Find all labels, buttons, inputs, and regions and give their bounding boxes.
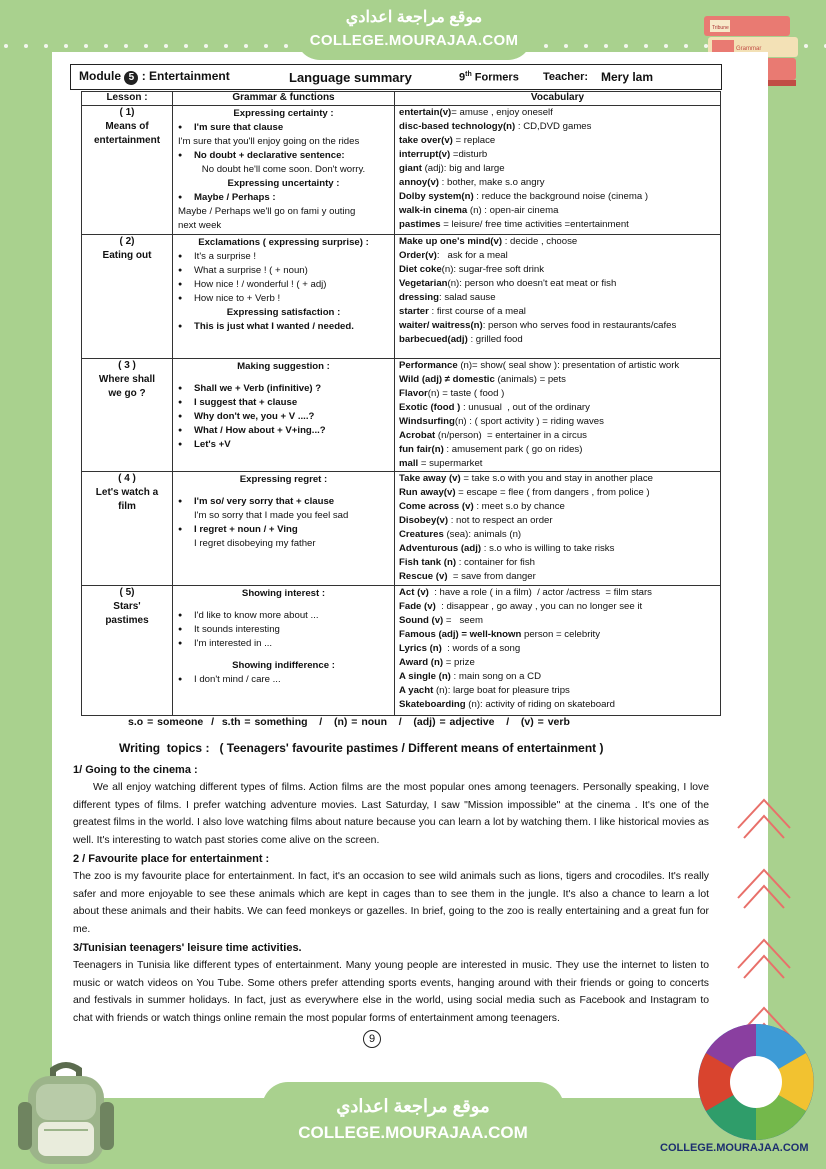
module-name: : Entertainment [141, 69, 230, 83]
vocabulary-term: Skateboarding [399, 699, 466, 710]
vocabulary-term: Diet coke [399, 264, 442, 275]
vocabulary-entry [399, 333, 716, 347]
vocabulary-entry [399, 162, 716, 176]
vocabulary-entry [399, 176, 716, 190]
dot [624, 44, 628, 48]
vocabulary-definition: = save from danger [447, 571, 536, 582]
site-arabic-name: موقع مراجعة اعدادي [336, 1096, 490, 1116]
dot [664, 44, 668, 48]
lesson-line: Stars' [113, 601, 141, 612]
vocabulary-definition: : salad sause [439, 292, 496, 303]
table-row [82, 359, 721, 472]
dot [4, 44, 8, 48]
header-grammar: Grammar & functions [173, 92, 395, 106]
vocabulary-term: Rescue (v) [399, 571, 448, 582]
grammar-bullet: ● I'm sure that clause [176, 121, 391, 135]
vocabulary-definition: (n): sugar-free soft drink [441, 264, 545, 275]
teacher-label: Teacher: [543, 71, 589, 83]
dot [144, 44, 148, 48]
vocabulary-entry [399, 305, 716, 319]
vocabulary-entry [399, 642, 716, 656]
grammar-example: No doubt he'll come soon. Don't worry. [201, 164, 366, 175]
vocabulary-cell [395, 235, 721, 359]
abbreviations-legend: s.o = someone / s.th = something / (n) = noun / (adj) = adjective / (v) = verb [128, 716, 570, 728]
grammar-bullet: ● I'm so/ very sorry that + clause [176, 495, 391, 509]
spacer [176, 651, 391, 659]
vocabulary-definition: (n)= show( seal show ): presentation of artistic work [457, 360, 680, 371]
vocabulary-definition: (n) : open-air cinema [467, 205, 559, 216]
vocabulary-entry [399, 249, 716, 263]
dot [224, 44, 228, 48]
vocabulary-entry [399, 570, 716, 584]
worksheet-header [70, 64, 722, 90]
grammar-bullet: ● I suggest that + clause [176, 396, 391, 410]
vocabulary-definition: = replace [452, 135, 496, 146]
grammar-example: I regret disobeying my father [194, 538, 316, 549]
topic-text: Teenagers in Tunisia like different types of entertainment. Many young people are interested in music. They use the internet to listen to music or watch videos on You Tube. Some others prefer attending sports events, hanging around with their friends or going to concerts and festivals in summer holidays. In fact, just as everywhere else in the world, using social media such as Facebook and Instagram to chat with friends or watch things online remain the most popular forms of entertainment among teenagers. [73, 960, 709, 1024]
dot [804, 44, 808, 48]
vocabulary-term: Run away(v) [399, 487, 456, 498]
grammar-example: I'm so sorry that I made you feel sad [194, 510, 349, 521]
table-row [82, 472, 721, 586]
topic-heading: 2 / Favourite place for entertainment : [73, 852, 270, 865]
grammar-bullet: ● It's a surprise ! [176, 250, 391, 264]
vocabulary-entry [399, 120, 716, 134]
lesson-line: ( 5) [119, 587, 135, 598]
vocabulary-entry [399, 684, 716, 698]
grammar-bullet: ● I'm interested in ... [176, 637, 391, 651]
brand-label: COLLEGE.MOURAJAA.COM [660, 1142, 809, 1154]
lesson-line: ( 2) [119, 236, 135, 247]
vocabulary-entry [399, 190, 716, 204]
language-summary-title: Language summary [289, 69, 412, 85]
grammar-bullet: ● I don't mind / care ... [176, 673, 391, 687]
vocabulary-entry [399, 670, 716, 684]
lesson-line: ( 3 ) [118, 360, 136, 371]
vocabulary-term: annoy(v) [399, 177, 439, 188]
dot [104, 44, 108, 48]
vocabulary-entry [399, 277, 716, 291]
vocabulary-definition: : meet s.o by chance [473, 501, 565, 512]
dot [84, 44, 88, 48]
vocabulary-entry [399, 457, 716, 471]
vocabulary-term: Vegetarian [399, 278, 448, 289]
grammar-bullet: ● No doubt + declarative sentence: [176, 149, 391, 163]
vocabulary-cell [395, 106, 721, 235]
lesson-line: Means of [105, 121, 149, 132]
topic-heading: 1/ Going to the cinema : [73, 763, 198, 776]
dot [604, 44, 608, 48]
vocabulary-entry [399, 514, 716, 528]
dot [244, 44, 248, 48]
vocabulary-term: Famous (adj) = well-known [399, 629, 522, 640]
vocabulary-definition: (adj): big and large [421, 163, 505, 174]
vocabulary-definition: : decide , choose [502, 236, 578, 247]
vocabulary-term: fun fair(n) [399, 444, 444, 455]
vocabulary-term: Sound (v) [399, 615, 444, 626]
dot [564, 44, 568, 48]
vocabulary-entry [399, 319, 716, 333]
site-arabic-name: موقع مراجعة اعدادي [345, 9, 483, 26]
vocabulary-entry [399, 387, 716, 401]
vocabulary-term: Dolby system(n) [399, 191, 474, 202]
lesson-cell [82, 586, 173, 716]
vocabulary-entry [399, 656, 716, 670]
vocabulary-entry [399, 235, 716, 249]
lesson-cell [82, 359, 173, 472]
grammar-bullet: ● Let's +V [176, 438, 391, 452]
grammar-bullet: ● What a surprise ! ( + noun) [176, 264, 391, 278]
vocabulary-term: take over(v) [399, 135, 453, 146]
vocabulary-term: Wild (adj) ≠ domestic [399, 374, 495, 385]
grade-label: 9th Formers [459, 70, 519, 84]
dot [184, 44, 188, 48]
vocabulary-definition: : ask for a meal [436, 250, 508, 261]
vocabulary-entry [399, 486, 716, 500]
vocabulary-term: Disobey(v) [399, 515, 449, 526]
vocabulary-term: A yacht [399, 685, 434, 696]
subjects-wheel-icon [694, 1020, 818, 1144]
site-banner-bottom[interactable] [262, 1082, 564, 1162]
vocabulary-term: Flavor [399, 388, 428, 399]
vocabulary-term: disc-based technology(n) [399, 121, 516, 132]
vocabulary-term: waiter/ waitress(n) [399, 320, 483, 331]
vocabulary-entry [399, 472, 716, 486]
vocabulary-definition: : words of a song [441, 643, 521, 654]
vocabulary-entry [399, 359, 716, 373]
dot [284, 44, 288, 48]
vocabulary-term: barbecued(adj) [399, 334, 468, 345]
grammar-heading: Making suggestion : [237, 361, 330, 372]
grammar-bullet: ● This is just what I wanted / needed. [176, 320, 391, 334]
dot [64, 44, 68, 48]
vocabulary-entry [399, 586, 716, 600]
dot [164, 44, 168, 48]
vocabulary-definition: (n) : ( sport activity ) = riding waves [454, 416, 604, 427]
vocabulary-term: starter [399, 306, 429, 317]
vocabulary-definition: : bother, make s.o angry [438, 177, 545, 188]
grammar-heading: Showing indifference : [232, 660, 335, 671]
vocabulary-definition: : unusual , out of the ordinary [460, 402, 590, 413]
vocabulary-term: Exotic (food ) [399, 402, 461, 413]
grammar-heading: Expressing uncertainty : [227, 178, 340, 189]
language-summary-table [81, 91, 721, 716]
vocabulary-entry [399, 600, 716, 614]
vocabulary-definition: = leisure/ free time activities =entertainment [440, 219, 629, 230]
book-spine-2: Grammar [736, 46, 762, 52]
lesson-line: film [118, 501, 136, 512]
spacer [176, 487, 391, 495]
teacher-name: Mery lam [601, 70, 654, 84]
table-row [82, 106, 721, 235]
vocabulary-definition: (animals) = pets [494, 374, 566, 385]
vocabulary-term: Fade (v) [399, 601, 436, 612]
vocabulary-term: mall [399, 458, 419, 469]
vocabulary-term: Make up one's mind(v) [399, 236, 503, 247]
vocabulary-definition: person = celebrity [521, 629, 601, 640]
vocabulary-term: walk-in cinema [399, 205, 468, 216]
vocabulary-term: Order(v) [399, 250, 437, 261]
vocabulary-term: dressing [399, 292, 439, 303]
vocabulary-definition: = amuse , enjoy oneself [451, 107, 553, 118]
dot [584, 44, 588, 48]
lesson-line: ( 4 ) [118, 473, 136, 484]
grammar-heading: Showing interest : [241, 588, 326, 599]
vocabulary-term: Lyrics (n) [399, 643, 442, 654]
grammar-heading: Expressing satisfaction : [226, 307, 341, 318]
topic-text: The zoo is my favourite place for entertainment. In fact, it's an occasion to see wild animals such as lions, tigers and crocodiles. It's really safer and more enjoyable to see these animals which are kept in cages than to see them in the jungle. It's also a chance to learn a lot about these animals and their habits. We can feed monkeys or gazelles. In brief, going to the zoo is really entertaining and a great fun for me. [73, 871, 709, 935]
table-row [82, 235, 721, 359]
vocabulary-term: Award (n) [399, 657, 444, 668]
vocabulary-definition: : container for fish [456, 557, 535, 568]
backpack-icon [14, 1058, 118, 1166]
dot [44, 44, 48, 48]
vocabulary-entry [399, 204, 716, 218]
grammar-example: Maybe / Perhaps we'll go on fami y outing [178, 206, 356, 217]
spacer [176, 601, 391, 609]
vocabulary-definition: (n): large boat for pleasure trips [433, 685, 570, 696]
vocabulary-definition: (sea): animals (n) [443, 529, 522, 540]
lesson-line: entertainment [93, 135, 161, 146]
lesson-line: we go ? [108, 388, 146, 399]
vocabulary-entry [399, 443, 716, 457]
vocabulary-entry [399, 106, 716, 120]
vocabulary-definition: : not to respect an order [448, 515, 553, 526]
lesson-line: pastimes [105, 615, 149, 626]
lesson-cell [82, 106, 173, 235]
vocabulary-term: Come across (v) [399, 501, 474, 512]
grammar-cell [173, 106, 395, 235]
vocabulary-definition: (n) = taste ( food ) [427, 388, 505, 399]
lesson-line: Eating out [102, 250, 152, 261]
grammar-cell [173, 586, 395, 716]
table-header-row [82, 92, 721, 106]
vocabulary-definition: : CD,DVD games [515, 121, 592, 132]
grammar-example: next week [178, 220, 222, 231]
vocabulary-entry [399, 263, 716, 277]
table-body [82, 106, 721, 716]
topic-heading: 3/Tunisian teenagers' leisure time activities. [73, 941, 302, 954]
vocabulary-definition: = escape = flee ( from dangers , from police ) [455, 487, 650, 498]
module-title [79, 69, 289, 85]
vocabulary-term: entertain(v) [399, 107, 452, 118]
vocabulary-definition: : person who serves food in restaurants/cafes [482, 320, 677, 331]
grammar-bullet: ● I'd like to know more about ... [176, 609, 391, 623]
vocabulary-term: Acrobat [399, 430, 436, 441]
vocabulary-term: Windsurfing [399, 416, 455, 427]
vocabulary-definition: = seem [443, 615, 483, 626]
vocabulary-definition: : reduce the background noise (cinema ) [473, 191, 649, 202]
grammar-bullet: ● Why don't we, you + V ....? [176, 410, 391, 424]
grammar-cell [173, 235, 395, 359]
vocabulary-term: Fish tank (n) [399, 557, 457, 568]
vocabulary-definition: = supermarket [418, 458, 483, 469]
vocabulary-definition: : s.o who is willing to take risks [481, 543, 615, 554]
vocabulary-definition: : first course of a meal [428, 306, 526, 317]
vocabulary-entry [399, 542, 716, 556]
topic-1 [73, 762, 709, 850]
lesson-cell [82, 472, 173, 586]
vocabulary-term: Take away (v) [399, 473, 461, 484]
topic-2 [73, 851, 709, 939]
vocabulary-entry [399, 628, 716, 642]
grammar-example: I'm sure that you'll enjoy going on the rides [178, 136, 360, 147]
vocabulary-term: Adventurous (adj) [399, 543, 482, 554]
vocabulary-entry [399, 401, 716, 415]
header-vocabulary: Vocabulary [395, 92, 721, 106]
vocabulary-definition: : amusement park ( go on rides) [443, 444, 583, 455]
site-domain: COLLEGE.MOURAJAA.COM [298, 1123, 528, 1142]
header-lesson: Lesson : [82, 92, 173, 106]
vocabulary-term: giant [399, 163, 422, 174]
vocabulary-term: Act (v) [399, 587, 429, 598]
vocabulary-entry [399, 429, 716, 443]
vocabulary-entry [399, 415, 716, 429]
vocabulary-entry [399, 134, 716, 148]
dot [684, 44, 688, 48]
vocabulary-term: A single (n) [399, 671, 451, 682]
vocabulary-definition: : disappear , go away , you can no longer see it [435, 601, 643, 612]
vocabulary-entry [399, 373, 716, 387]
vocabulary-entry [399, 528, 716, 542]
grammar-heading: Exclamations ( expressing surprise) : [198, 237, 369, 248]
vocabulary-cell [395, 472, 721, 586]
vocabulary-entry [399, 698, 716, 712]
dot [124, 44, 128, 48]
lesson-cell [82, 235, 173, 359]
module-label: Module [79, 69, 121, 83]
vocabulary-entry [399, 148, 716, 162]
vocabulary-cell [395, 359, 721, 472]
vocabulary-definition: (n): activity of riding on skateboard [465, 699, 615, 710]
grammar-bullet: ● What / How about + V+ing...? [176, 424, 391, 438]
vocabulary-term: pastimes [399, 219, 441, 230]
lesson-line: ( 1) [119, 107, 135, 118]
vocabulary-definition: (n/person) = entertainer in a circus [435, 430, 587, 441]
book-spine-1: Tribune [712, 25, 729, 31]
vocabulary-definition: : main song on a CD [450, 671, 542, 682]
vocabulary-term: Performance [399, 360, 458, 371]
vocabulary-definition: (n): person who doesn't eat meat or fish [447, 278, 617, 289]
page-number: 9 [363, 1030, 381, 1048]
vocabulary-entry [399, 291, 716, 305]
grammar-bullet: ● It sounds interesting [176, 623, 391, 637]
dot [644, 44, 648, 48]
grammar-heading: Expressing regret : [239, 474, 328, 485]
vocabulary-entry [399, 614, 716, 628]
grammar-heading: Expressing certainty : [233, 108, 334, 119]
site-banner-top[interactable] [296, 4, 532, 60]
dot [204, 44, 208, 48]
table-row [82, 586, 721, 716]
topic-text: We all enjoy watching different types of films. Action films are the most popular ones among teenagers. Personally speaking, I love different types of films. I prefer watching adventure movies. Last Saturday, I saw "Mission impossible" at the cinema . It's one of the greatest films in the world. I also love watching films about nature because you can learn a lot by watching them. I like historical movies as well. It's interesting to watch past stories come alive on the screen. [73, 782, 709, 846]
site-domain: COLLEGE.MOURAJAA.COM [309, 32, 519, 49]
grammar-bullet: ● How nice to + Verb ! [176, 292, 391, 306]
vocabulary-entry [399, 500, 716, 514]
grammar-bullet: ● How nice ! / wonderful ! ( + adj) [176, 278, 391, 292]
dot [24, 44, 28, 48]
vocabulary-definition: = take s.o with you and stay in another place [460, 473, 653, 484]
vocabulary-definition: =disturb [450, 149, 488, 160]
vocabulary-definition: : have a role ( in a film) / actor /actress = film stars [428, 587, 652, 598]
writing-topics [73, 740, 709, 1028]
vocabulary-cell [395, 586, 721, 716]
grammar-bullet: ● I regret + noun / + Ving [176, 523, 391, 537]
grammar-bullet: ● Shall we + Verb (infinitive) ? [176, 382, 391, 396]
grammar-bullet: ● Maybe / Perhaps : [176, 191, 391, 205]
vocabulary-entry [399, 218, 716, 232]
dot [264, 44, 268, 48]
grammar-cell [173, 472, 395, 586]
writing-title: Writing topics : ( Teenagers' favourite pastimes / Different means of entertainment ) [119, 741, 604, 755]
vocabulary-definition: : grilled food [467, 334, 523, 345]
vocabulary-definition: = prize [443, 657, 475, 668]
vocabulary-term: interrupt(v) [399, 149, 451, 160]
topic-3 [73, 940, 709, 1028]
vocabulary-entry [399, 556, 716, 570]
grammar-cell [173, 359, 395, 472]
spacer [176, 374, 391, 382]
lesson-line: Let's watch a [95, 487, 159, 498]
module-number-badge: 5 [124, 71, 138, 85]
lesson-line: Where shall [98, 374, 156, 385]
dot [544, 44, 548, 48]
vocabulary-term: Creatures [399, 529, 444, 540]
